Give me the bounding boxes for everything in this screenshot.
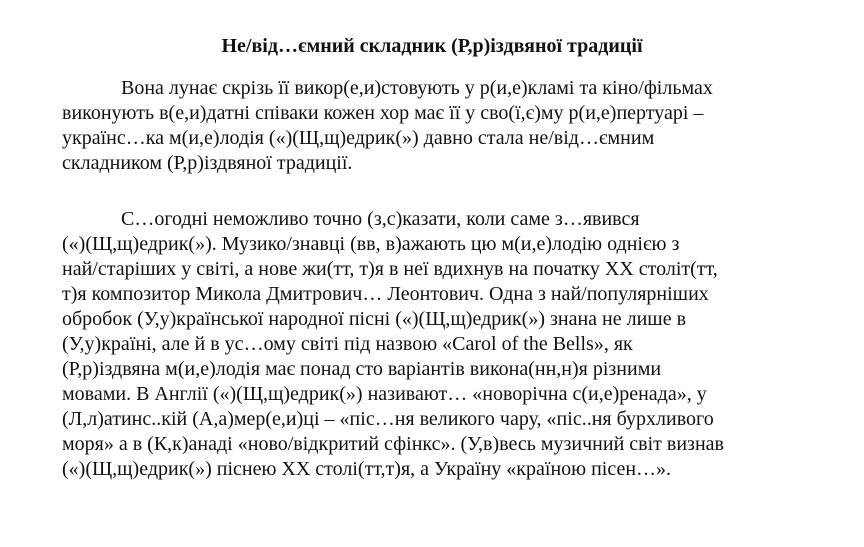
document-title: Не/від…ємний складник (Р,р)іздвяної традиції (221, 35, 643, 57)
paragraph-2-line-8: мовами. В Англії («)(Щ,щ)едрик(») називают… «новорічна с(и,е)ренада», у (62, 383, 707, 405)
paragraph-2-line-5: обробок (У,у)країнської народної пісні («)(Щ,щ)едрик(») знана не лише в (62, 308, 687, 330)
paragraph-1-line-1: Вона лунає скрізь її викор(е,и)стовують у р(и,е)кламі та кіно/фільмах (121, 77, 713, 99)
paragraph-2-line-4: т)я композитор Микола Дмитрович… Леонтович. Одна з най/популярніших (62, 283, 709, 305)
paragraph-1-line-3: українс…ка м(и,е)лодія («)(Щ,щ)едрик(») давно стала не/від…ємним (62, 127, 655, 149)
paragraph-2-line-2: («)(Щ,щ)едрик(»). Музико/знавці (вв, в)ажають цю м(и,е)лодію однією з (62, 233, 680, 255)
paragraph-2-line-6: (У,у)країні, але й в ус…ому світі під назвою «Carol of the Bells», як (62, 333, 633, 355)
paragraph-2-line-3: най/старіших у світі, а нове жи(тт, т)я в неї вдихнув на початку XX століт(тт, (62, 258, 718, 280)
paragraph-2-line-10: моря» а в (К,к)анаді «ново/відкритий сфінкс». (У,в)весь музичний світ визнав (62, 433, 724, 455)
paragraph-2-line-11: («)(Щ,щ)едрик(») піснею XX столі(тт,т)я, а Україну «країною пісен…». (62, 458, 672, 480)
paragraph-1-line-4: складником (Р,р)іздвяної традиції. (62, 152, 353, 174)
paragraph-2-line-7: (Р,р)іздвяна м(и,е)лодія має понад сто варіантів викона(нн,н)я різними (62, 358, 662, 380)
paragraph-2-line-1: С…огодні неможливо точно (з,с)казати, коли саме з…явився (121, 208, 640, 230)
paragraph-1-line-2: виконують в(е,и)датні співаки кожен хор має її у сво(ї,є)му р(и,е)пертуарі – (62, 102, 704, 124)
paragraph-2-line-9: (Л,л)атинс..кій (А,а)мер(е,и)ці – «піс…ня великого чару, «піс..ня бурхливого (62, 408, 714, 430)
